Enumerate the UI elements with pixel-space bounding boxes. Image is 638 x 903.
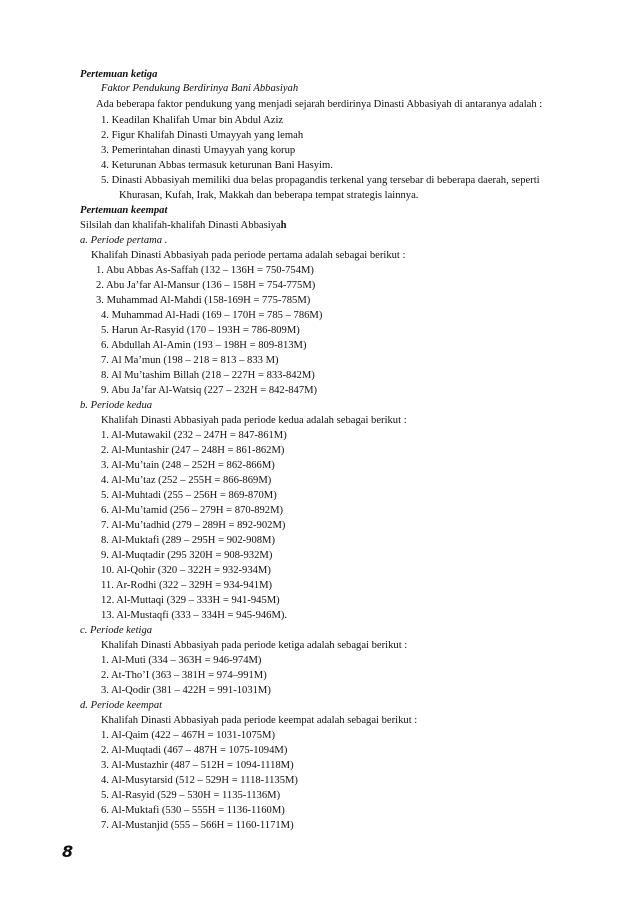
meeting4-title-end: h <box>280 220 287 231</box>
period-b-item-8: 8. Al-Muktafi (289 – 295H = 902-908M) <box>101 535 275 546</box>
period-d-item-7: 7. Al-Mustanjid (555 – 566H = 1160-1171M) <box>101 820 294 831</box>
page-number: 8 <box>62 842 74 861</box>
period-a-item-6: 6. Abdullah Al-Amin (193 – 198H = 809-813M) <box>101 340 307 351</box>
meeting3-item-5-cont: Khurasan, Kufah, Irak, Makkah dan beberapa tempat strategis lainnya. <box>119 190 419 201</box>
period-a-item-4: 4. Muhammad Al-Hadi (169 – 170H = 785 – 786M) <box>101 310 323 321</box>
period-d-item-6: 6. Al-Muktafi (530 – 555H = 1136-1160M) <box>101 805 285 816</box>
period-b-item-7: 7. Al-Mu’tadhid (279 – 289H = 892-902M) <box>101 520 286 531</box>
period-b-item-9: 9. Al-Muqtadir (295 320H = 908-932M) <box>101 550 273 561</box>
period-a-label: a. Periode pertama . <box>80 235 168 246</box>
period-d-item-5: 5. Al-Rasyid (529 – 530H = 1135-1136M) <box>101 790 281 801</box>
meeting3-intro: Ada beberapa faktor pendukung yang menjadi sejarah berdirinya Dinasti Abbasiyah di antaranya adalah : <box>96 99 543 110</box>
period-d-intro: Khalifah Dinasti Abbasiyah pada periode keempat adalah sebagai berikut : <box>101 715 418 726</box>
meeting3-heading: Pertemuan ketiga <box>80 69 158 80</box>
period-d-item-3: 3. Al-Mustazhir (487 – 512H = 1094-1118M) <box>101 760 294 771</box>
period-b-label: b. Periode kedua <box>80 400 153 411</box>
period-c-item-3: 3. Al-Qodir (381 – 422H = 991-1031M) <box>101 685 271 696</box>
period-a-item-9: 9. Abu Ja’far Al-Watsiq (227 – 232H = 842-847M) <box>101 385 318 396</box>
meeting4-heading: Pertemuan keempat <box>80 205 168 216</box>
meeting4-title <box>80 219 287 232</box>
period-c-intro: Khalifah Dinasti Abbasiyah pada periode ketiga adalah sebagai berikut : <box>101 640 408 651</box>
period-a-item-1: 1. Abu Abbas As-Saffah (132 – 136H = 750-754M) <box>96 265 314 276</box>
period-c-item-1: 1. Al-Muti (334 – 363H = 946-974M) <box>101 655 262 666</box>
period-a-item-2: 2. Abu Ja’far Al-Mansur (136 – 158H = 754-775M) <box>96 280 316 291</box>
period-b-intro: Khalifah Dinasti Abbasiyah pada periode kedua adalah sebagai berikut : <box>101 415 407 426</box>
meeting3-item-5: 5. Dinasti Abbasiyah memiliki dua belas propagandis terkenal yang tersebar di beberapa daerah, seperti <box>101 175 540 186</box>
period-b-item-6: 6. Al-Mu’tamid (256 – 279H = 870-892M) <box>101 505 284 516</box>
period-a-item-3: 3. Muhammad Al-Mahdi (158-169H = 775-785M) <box>96 295 311 306</box>
period-b-item-5: 5. Al-Muhtadi (255 – 256H = 869-870M) <box>101 490 277 501</box>
period-b-item-11: 11. Ar-Rodhi (322 – 329H = 934-941M) <box>101 580 273 591</box>
period-b-item-12: 12. Al-Muttaqi (329 – 333H = 941-945M) <box>101 595 280 606</box>
period-d-item-2: 2. Al-Muqtadi (467 – 487H = 1075-1094M) <box>101 745 288 756</box>
meeting3-item-4: 4. Keturunan Abbas termasuk keturunan Bani Hasyim. <box>101 160 333 171</box>
period-b-item-1: 1. Al-Mutawakil (232 – 247H = 847-861M) <box>101 430 287 441</box>
period-d-label: d. Periode keempat <box>80 700 163 711</box>
meeting3-subheading: Faktor Pendukung Berdirinya Bani Abbasiyah <box>101 83 299 94</box>
period-b-item-2: 2. Al-Muntashir (247 – 248H = 861-862M) <box>101 445 285 456</box>
period-a-intro: Khalifah Dinasti Abbasiyah pada periode pertama adalah sebagai berikut : <box>91 250 406 261</box>
period-a-item-7: 7. Al Ma’mun (198 – 218 = 813 – 833 M) <box>101 355 279 366</box>
period-b-item-13: 13. Al-Mustaqfi (333 – 334H = 945-946M). <box>101 610 288 621</box>
period-b-item-3: 3. Al-Mu’tain (248 – 252H = 862-866M) <box>101 460 275 471</box>
meeting3-item-1: 1. Keadilan Khalifah Umar bin Abdul Aziz <box>101 115 284 126</box>
period-d-item-1: 1. Al-Qaim (422 – 467H = 1031-1075M) <box>101 730 275 741</box>
period-b-item-10: 10. Al-Qohir (320 – 322H = 932-934M) <box>101 565 271 576</box>
period-a-item-8: 8. Al Mu’tashim Billah (218 – 227H = 833-842M) <box>101 370 315 381</box>
period-c-label: c. Periode ketiga <box>80 625 153 636</box>
period-a-item-5: 5. Harun Ar-Rasyid (170 – 193H = 786-809M) <box>101 325 300 336</box>
period-d-item-4: 4. Al-Musytarsid (512 – 529H = 1118-1135M) <box>101 775 298 786</box>
period-b-item-4: 4. Al-Mu’taz (252 – 255H = 866-869M) <box>101 475 272 486</box>
meeting3-item-3: 3. Pemerintahan dinasti Umayyah yang korup <box>101 145 296 156</box>
meeting4-title-main: Silsilah dan khalifah-khalifah Dinasti Abbasiya <box>80 220 281 231</box>
meeting3-item-2: 2. Figur Khalifah Dinasti Umayyah yang lemah <box>101 130 304 141</box>
period-c-item-2: 2. At-Tho’I (363 – 381H = 974–991M) <box>101 670 267 681</box>
